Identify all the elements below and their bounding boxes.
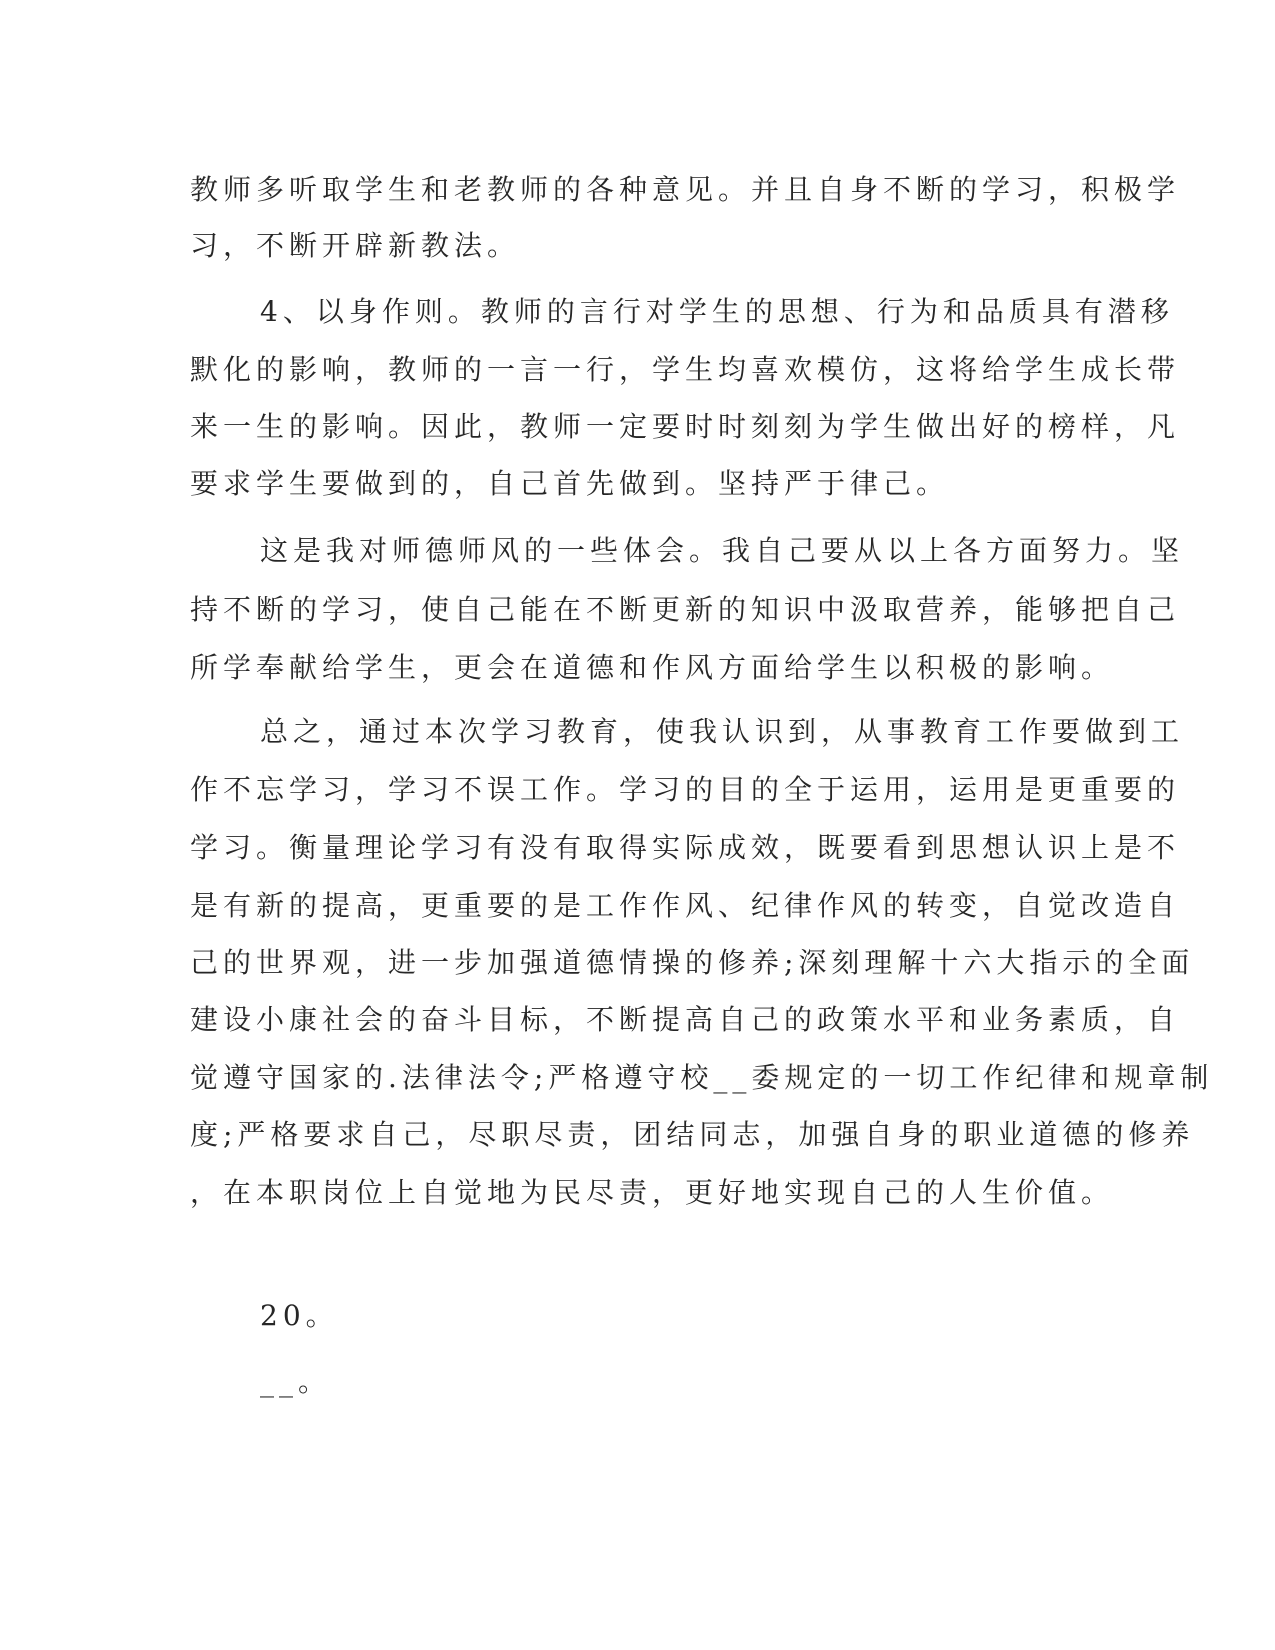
paragraph-4-line-9: ，在本职岗位上自觉地为民尽责，更好地实现自己的人生价值。 <box>190 1176 1115 1209</box>
paragraph-4-line-2: 作不忘学习，学习不误工作。学习的目的全于运用，运用是更重要的 <box>190 773 1181 806</box>
paragraph-2-line-1: 4、以身作则。教师的言行对学生的思想、行为和品质具有潜移 <box>260 295 1174 328</box>
paragraph-4-line-8: 度;严格要求自己，尽职尽责，团结同志，加强自身的职业道德的修养 <box>190 1118 1195 1151</box>
paragraph-1-line-2: 习，不断开辟新教法。 <box>190 229 521 262</box>
paragraph-6: __。 <box>260 1365 332 1398</box>
paragraph-3-line-3: 所学奉献给学生，更会在道德和作风方面给学生以积极的影响。 <box>190 651 1115 684</box>
paragraph-4-line-4: 是有新的提高，更重要的是工作作风、纪律作风的转变，自觉改造自 <box>190 889 1181 922</box>
paragraph-5: 20。 <box>260 1299 339 1332</box>
paragraph-4-line-5: 己的世界观，进一步加强道德情操的修养;深刻理解十六大指示的全面 <box>190 946 1195 979</box>
paragraph-3-line-2: 持不断的学习，使自己能在不断更新的知识中汲取营养，能够把自己 <box>190 593 1181 626</box>
paragraph-1-line-1: 教师多听取学生和老教师的各种意见。并且自身不断的学习，积极学 <box>190 173 1181 206</box>
paragraph-3-line-1: 这是我对师德师风的一些体会。我自己要从以上各方面努力。坚 <box>260 534 1185 567</box>
paragraph-4-line-1: 总之，通过本次学习教育，使我认识到，从事教育工作要做到工 <box>260 715 1185 748</box>
paragraph-2-line-3: 来一生的影响。因此，教师一定要时时刻刻为学生做出好的榜样，凡 <box>190 410 1181 443</box>
paragraph-2-line-4: 要求学生要做到的，自己首先做到。坚持严于律己。 <box>190 467 950 500</box>
paragraph-2-line-2: 默化的影响，教师的一言一行，学生均喜欢模仿，这将给学生成长带 <box>190 353 1181 386</box>
paragraph-4-line-3: 学习。衡量理论学习有没有取得实际成效，既要看到思想认识上是不 <box>190 831 1181 864</box>
paragraph-4-line-7: 觉遵守国家的.法律法令;严格遵守校__委规定的一切工作纪律和规章制 <box>190 1061 1214 1094</box>
paragraph-4-line-6: 建设小康社会的奋斗目标，不断提高自己的政策水平和业务素质，自 <box>190 1003 1181 1036</box>
